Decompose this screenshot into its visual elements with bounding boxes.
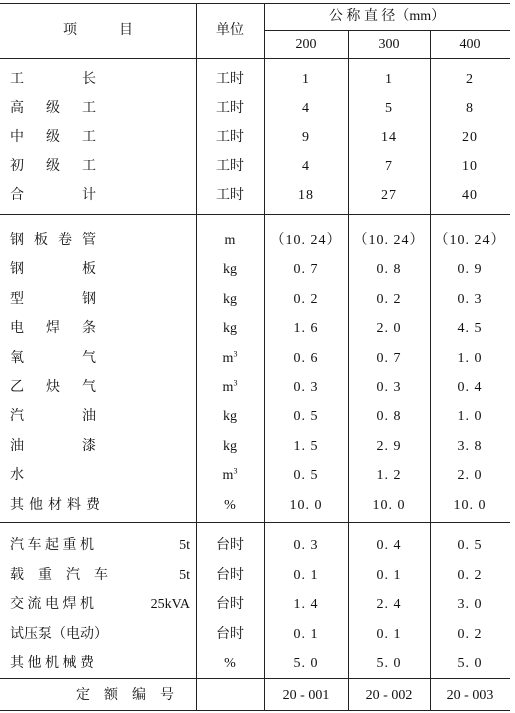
value-cell-300: 0. 8 [376,262,402,278]
unit-cell: % [224,497,236,513]
machine-name: 交 流 电 焊 机 [10,597,94,612]
item-name [10,621,190,649]
item-name-char: 卷 [58,233,72,248]
value-cell-300: 0. 3 [376,380,402,395]
item-name-chars [10,95,96,123]
table-row [0,562,510,590]
value-cell-300: 27 [381,188,397,203]
item-name [10,227,190,255]
item-name [10,66,190,94]
unit-cell: 台时 [216,538,244,553]
machine-spec: 25kVA [150,597,190,612]
item-name-chars [10,286,96,314]
value-cell-400: 10. 0 [453,497,487,513]
header-bottom-rule [0,58,510,59]
unit-cell: 工时 [216,188,244,203]
materials-bottom-rule [0,522,510,523]
unit-cubic-meter: $m^3$ [222,378,238,395]
item-name [10,95,190,123]
table-row [0,153,510,181]
item-name-char: 氧 [10,350,24,366]
value-cell-300: 0. 2 [376,291,402,307]
unit-cell: 台时 [216,597,244,612]
item-name-char: 钢 [10,233,24,248]
header-size-200: 200 [295,37,317,52]
value-cell-200: 0. 5 [293,409,319,425]
value-cell-200: 9 [302,130,310,145]
table-row [0,374,510,402]
labor-bottom-rule [0,214,510,215]
item-name-char: 工 [10,72,24,87]
quota-code-300: 20 - 002 [365,688,413,703]
value-cell-300: 14 [381,130,397,145]
item-name [10,256,190,284]
unit-cell: 工时 [216,130,244,145]
value-cell-300: 5. 0 [376,656,402,671]
value-cell-300: 2. 0 [376,321,402,337]
value-cell-300: 7 [385,159,393,174]
item-name-text: 其他材料费 [10,497,105,513]
table-row [0,315,510,343]
value-cell-300: 1 [385,72,393,87]
table-row [0,66,510,94]
value-cell-400: 8 [466,101,474,116]
item-name-char: 气 [82,350,96,366]
value-cell-300: 0. 7 [376,350,402,366]
header-unit: 单位 [216,23,244,38]
item-name [10,403,190,431]
table-row [0,182,510,210]
value-cell-400: 40 [462,188,478,203]
item-name-char: 乙 [10,380,24,395]
item-name [10,124,190,152]
item-name-text: 水 [10,468,29,484]
item-name-chars [10,227,96,255]
unit-cell: 台时 [216,626,244,642]
value-cell-200: 1. 5 [293,438,319,454]
item-name-char: 炔 [46,380,60,395]
item-name-char: 工 [82,159,96,174]
table-row [0,345,510,373]
value-cell-200: 10. 0 [289,497,323,513]
value-cell-200: （10. 24） [270,233,342,248]
item-name-char: 级 [46,101,60,116]
value-cell-400: 0. 4 [457,380,483,395]
value-cell-300: 2. 4 [376,597,402,612]
item-name [10,345,190,373]
value-cell-300: 0. 1 [376,626,402,642]
unit-cell: 台时 [216,567,244,583]
item-name-chars [10,374,96,402]
table-row [0,462,510,490]
item-name-char: 焊 [46,321,60,337]
item-name-char: 电 [10,321,24,337]
value-cell-200: 1. 4 [293,597,319,612]
item-name-char: 气 [82,380,96,395]
item-name-char: 条 [82,321,96,337]
table-row [0,492,510,520]
value-cell-300: 10. 0 [372,497,406,513]
unit-cell: 工时 [216,101,244,116]
table-row [0,650,510,678]
value-cell-200: 0. 7 [293,262,319,278]
item-name-char: 高 [10,101,24,116]
unit-cell: kg [223,409,237,425]
item-name [10,153,190,181]
item-name-char: 型 [10,291,24,307]
item-name-char: 钢 [82,291,96,307]
table-row [0,433,510,461]
table-row [0,403,510,431]
value-cell-300: 5 [385,101,393,116]
value-cell-400: 0. 9 [457,262,483,278]
machinery-bottom-rule [0,678,510,679]
item-name-char: 管 [82,233,96,248]
value-cell-300: （10. 24） [353,233,425,248]
value-cell-300: 0. 1 [376,567,402,583]
table-row [0,124,510,152]
item-name-chars [10,315,96,343]
value-cell-400: 0. 2 [457,626,483,642]
unit-cubic-meter: $m^3$ [222,348,238,366]
value-cell-400: 1. 0 [457,350,483,366]
quota-number-label: 定额编号 [76,688,188,703]
unit-cell: % [224,656,236,671]
value-cell-400: 3. 8 [457,438,483,454]
value-cell-400: 0. 3 [457,291,483,307]
value-cell-300: 0. 8 [376,409,402,425]
item-name-chars [10,433,96,461]
table-row [0,621,510,649]
item-name-char: 工 [82,101,96,116]
value-cell-200: 0. 3 [293,380,319,395]
value-cell-200: 0. 6 [293,350,319,366]
value-cell-200: 1 [302,72,310,87]
value-cell-200: 1. 6 [293,321,319,337]
item-name [10,532,190,560]
item-name-char: 工 [82,130,96,145]
value-cell-400: 1. 0 [457,409,483,425]
machine-spec: 5t [179,538,190,553]
unit-cell: kg [223,321,237,337]
value-cell-400: 4. 5 [457,321,483,337]
item-name-char: 钢 [10,262,24,278]
value-cell-400: 2 [466,72,474,87]
unit-cell: kg [223,291,237,307]
item-name [10,315,190,343]
item-name [10,591,190,619]
item-name-char: 级 [46,159,60,174]
unit-cell: kg [223,262,237,278]
machine-name: 汽 车 起 重 机 [10,538,94,553]
value-cell-300: 0. 4 [376,538,402,553]
value-cell-400: 2. 0 [457,468,483,484]
unit-cell: kg [223,438,237,454]
value-cell-400: 10 [462,159,478,174]
item-name-char: 油 [82,409,96,425]
item-name [10,374,190,402]
value-cell-200: 4 [302,101,310,116]
item-name-chars [10,153,96,181]
item-name [10,562,190,590]
unit-cell: 工时 [216,159,244,174]
item-name-char: 板 [82,262,96,278]
item-name-chars [10,345,96,373]
table-row [0,532,510,560]
table-row [0,227,510,255]
value-cell-200: 0. 5 [293,468,319,484]
item-name-char: 级 [46,130,60,145]
item-name-chars [10,124,96,152]
item-name-char: 中 [10,130,24,145]
header-item: 项 目 [63,23,133,38]
quota-code-200: 20 - 001 [282,688,330,703]
item-name [10,286,190,314]
unit-cell: 工时 [216,72,244,87]
machine-name: 载 重 汽 车 [10,567,108,583]
item-name-char: 油 [10,438,24,454]
value-cell-400: 0. 2 [457,567,483,583]
item-name-char: 漆 [82,438,96,454]
item-name [10,182,190,210]
value-cell-200: 0. 3 [293,538,319,553]
table-row [0,591,510,619]
diameter-rule [264,30,510,31]
table-top-rule [0,3,510,4]
value-cell-400: 20 [462,130,478,145]
value-cell-200: 0. 1 [293,626,319,642]
item-name [10,492,190,520]
value-cell-400: 0. 5 [457,538,483,553]
item-name-chars [10,182,96,210]
item-name-chars [10,403,96,431]
item-name [10,433,190,461]
header-size-300: 300 [378,37,400,52]
value-cell-200: 0. 2 [293,291,319,307]
value-cell-200: 5. 0 [293,656,319,671]
item-name-char: 初 [10,159,24,174]
quota-code-400: 20 - 003 [446,688,494,703]
value-cell-400: 3. 0 [457,597,483,612]
machine-name: 其 他 机 械 费 [10,656,94,671]
machine-spec: 5t [179,567,190,583]
item-name-char: 长 [82,72,96,87]
item-name [10,650,190,678]
table-row [0,286,510,314]
header-size-400: 400 [459,37,481,52]
value-cell-400: 5. 0 [457,656,483,671]
item-name-char: 合 [10,188,24,203]
header-diameter: 公 称 直 径（mm） [328,9,446,24]
item-name-char: 板 [34,233,48,248]
unit-cell: m [224,233,236,248]
item-name-chars [10,256,96,284]
item-name [10,462,190,490]
item-name-char: 汽 [10,409,24,425]
machine-name: 试压泵（电动） [10,626,108,642]
value-cell-200: 4 [302,159,310,174]
table-row [0,256,510,284]
item-name-char: 计 [82,188,96,203]
value-cell-300: 1. 2 [376,468,402,484]
table-row [0,95,510,123]
value-cell-400: （10. 24） [434,233,506,248]
value-cell-200: 18 [298,188,314,203]
unit-cubic-meter: $m^3$ [222,466,238,484]
value-cell-200: 0. 1 [293,567,319,583]
item-name-chars [10,66,96,94]
value-cell-300: 2. 9 [376,438,402,454]
